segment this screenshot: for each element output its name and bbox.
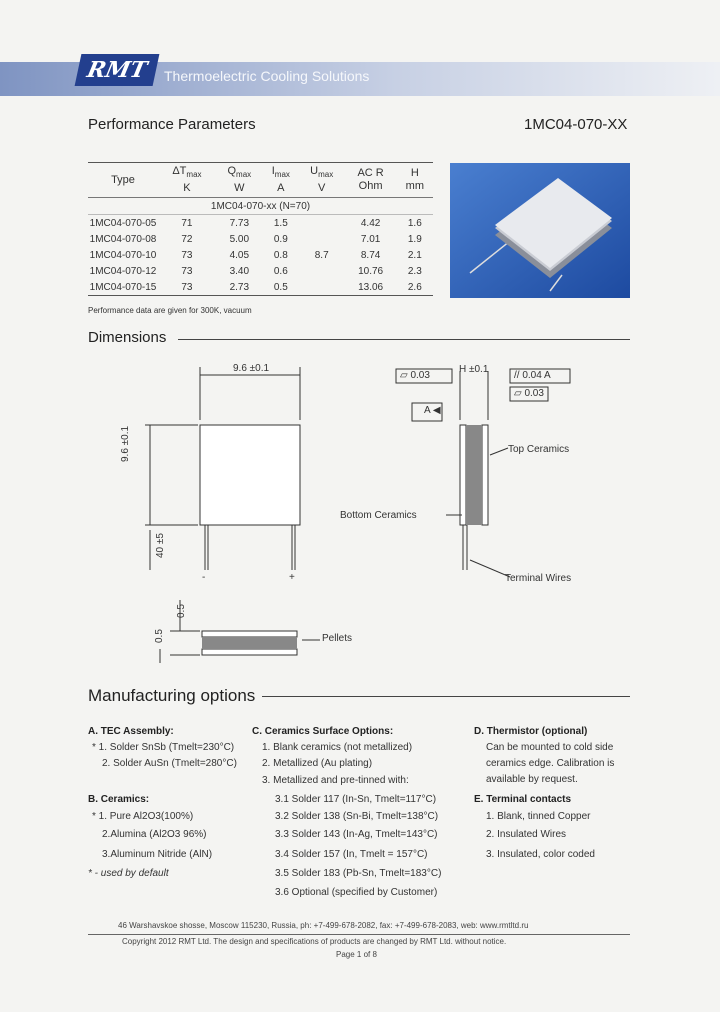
col-umax: $U_{max}$ V — [299, 163, 345, 198]
company-tagline: Thermoelectric Cooling Solutions — [164, 68, 370, 84]
col-type: Type — [88, 163, 158, 198]
list-item: 3.3 Solder 143 (In-Ag, Tmelt=143°C) — [275, 829, 438, 840]
section-divider — [262, 696, 630, 697]
performance-table — [88, 162, 433, 296]
ceramic-thickness-dimension: 0.5 — [154, 629, 165, 643]
company-logo: RMT — [75, 54, 160, 86]
model-number: 1MC04-070-XX — [524, 116, 628, 133]
list-item: 3.1 Solder 117 (In-Sn, Tmelt=117°C) — [275, 794, 437, 805]
footer-copyright: Copyright 2012 RMT Ltd. The design and specifications of products are changed by RMT Ltd. without notice. — [122, 937, 507, 946]
width-dimension: 9.6 ±0.1 — [233, 363, 270, 374]
col-h: H mm — [397, 163, 433, 198]
dimensions-title: Dimensions — [88, 329, 167, 346]
product-photo — [450, 163, 630, 298]
list-item: 3.Aluminum Nitride (AlN) — [102, 849, 213, 860]
pellet-height-dimension: 0.5 — [176, 604, 187, 618]
bottom-ceramics-label: Bottom Ceramics — [340, 510, 417, 521]
height-dimension: 9.6 ±0.1 — [120, 425, 131, 462]
wire-length-dimension: 40 ±5 — [155, 533, 166, 558]
list-item: 3. Insulated, color coded — [486, 849, 595, 860]
table-header-row — [88, 163, 433, 198]
list-item: Can be mounted to cold side — [486, 742, 614, 753]
terminal-contacts-heading: E. Terminal contacts — [474, 794, 572, 805]
list-item: 2. Solder AuSn (Tmelt=280°C) — [102, 758, 237, 769]
plus-terminal-label: + — [289, 572, 295, 583]
list-item: 3.5 Solder 183 (Pb-Sn, Tmelt=183°C) — [275, 868, 442, 879]
table-row: 1MC04-070-15 73 2.73 0.5 13.06 2.6 — [88, 279, 433, 296]
perf-title: Performance Parameters — [88, 116, 256, 133]
ceramics-surface-heading: C. Ceramics Surface Options: — [252, 726, 394, 737]
list-item: 3. Metallized and pre-tinned with: — [262, 775, 409, 786]
list-item: 2.Alumina (Al2O3 96%) — [102, 829, 207, 840]
flatness-tolerance: ▱ 0.03 — [400, 370, 430, 381]
table-row: 1MC04-070-10 73 4.05 0.8 8.74 2.1 — [89, 249, 422, 261]
minus-terminal-label: - — [202, 572, 206, 583]
table-row: 1MC04-070-12 73 3.40 0.6 10.76 2.3 — [89, 265, 422, 277]
perf-note: Performance data are given for 300K, vacuum — [88, 306, 252, 315]
list-item: 1. Blank, tinned Copper — [486, 811, 591, 822]
datum-a: A ◀ — [424, 405, 441, 416]
list-item: 1. Blank ceramics (not metallized) — [262, 742, 413, 753]
list-item: 3.2 Solder 138 (Sn-Bi, Tmelt=138°C) — [275, 811, 439, 822]
list-item: ceramics edge. Calibration is — [486, 758, 615, 769]
col-acr: AC R Ohm — [345, 163, 397, 198]
list-item: 2. Metallized (Au plating) — [262, 758, 373, 769]
group-row: 1MC04-070-xx (N=70) — [88, 198, 433, 215]
col-qmax: $Q_{max}$ W — [216, 163, 263, 198]
tec-assembly-heading: A. TEC Assembly: — [88, 726, 174, 737]
footer-divider — [88, 934, 630, 935]
list-item: 3.6 Optional (specified by Customer) — [275, 887, 438, 898]
footer-address: 46 Warshavskoe shosse, Moscow 115230, Russia, ph: +7-499-678-2082, fax: +7-499-678-2083, web: www.rmtltd.ru — [118, 921, 529, 930]
list-item: 2. Insulated Wires — [486, 829, 567, 840]
terminal-wires-label: Terminal Wires — [505, 573, 572, 584]
ceramics-heading: B. Ceramics: — [88, 794, 150, 805]
pellets-label: Pellets — [322, 633, 353, 644]
thickness-dimension: H ±0.1 — [459, 364, 489, 375]
col-imax: $I_{max}$ A — [263, 163, 299, 198]
page-number: Page 1 of 8 — [336, 950, 377, 959]
table-row: 1MC04-070-05 71 7.73 1.5 8.7 4.42 1.6 — [88, 215, 433, 232]
flatness-tolerance-2: ▱ 0.03 — [514, 388, 544, 399]
section-divider — [178, 339, 630, 340]
parallelism-tolerance: // 0.04 A — [514, 370, 551, 381]
default-note: * - used by default — [88, 868, 169, 879]
list-item: 3.4 Solder 157 (In, Tmelt = 157°C) — [275, 849, 428, 860]
list-item: * 1. Pure Al2O3(100%) — [92, 811, 194, 822]
top-ceramics-label: Top Ceramics — [508, 444, 570, 455]
col-dtmax: $\Delta T_{max}$ K — [158, 163, 216, 198]
list-item: available by request. — [486, 774, 578, 785]
thermistor-heading: D. Thermistor (optional) — [474, 726, 588, 737]
table-row: 1MC04-070-08 72 5.00 0.9 7.01 1.9 — [89, 233, 422, 245]
manufacturing-title: Manufacturing options — [88, 686, 256, 705]
list-item: * 1. Solder SnSb (Tmelt=230°C) — [92, 742, 235, 753]
umax-shared-value: 8.7 — [314, 249, 329, 261]
